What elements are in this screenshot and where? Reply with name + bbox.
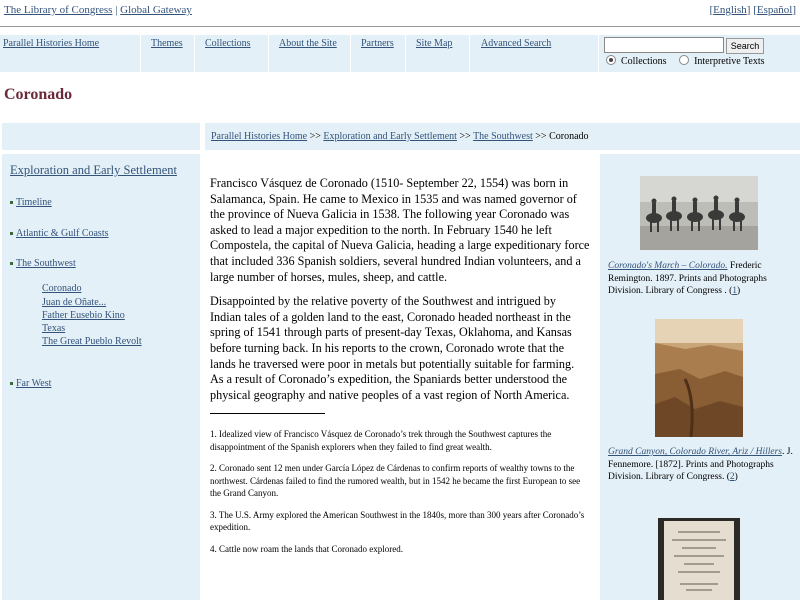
sidebar-subitem-pueblo-revolt[interactable] [42, 336, 142, 347]
search-box [600, 35, 800, 72]
sidebar-heading-link[interactable]: Exploration and Early Settlement [10, 163, 177, 177]
sidebar-subitem-coronado[interactable] [42, 283, 81, 294]
image-credit: . J. Fennemore. [1872]. Prints and Photographs Division. Library of Congress. ( [608, 447, 793, 482]
nav-divider [268, 35, 269, 72]
collections-radio[interactable] [606, 55, 616, 65]
nav-link[interactable]: Themes [151, 38, 183, 49]
bullet-icon [10, 201, 13, 204]
image-credit-close: ) [737, 286, 741, 296]
breadcrumb-separator: >> [459, 131, 471, 142]
nav-divider [469, 35, 470, 72]
search-input[interactable] [604, 37, 724, 53]
sidebar-item-atlantic-gulf[interactable] [10, 228, 109, 239]
sidebar-heading [10, 163, 177, 178]
nav-collections[interactable] [205, 36, 251, 71]
breadcrumb [205, 123, 800, 150]
footnote: 4. Cattle now roam the lands that Coronado explored. [210, 543, 403, 554]
footnote: 1. Idealized view of Francisco Vásquez de Coronado’s trek through the Southwest captures the disappointment of the Spanish explorers when they failed to find great wealth. [210, 429, 552, 452]
image-caption [608, 260, 794, 298]
sidebar-subitem-link[interactable]: Coronado [42, 283, 82, 294]
bracket-open: [ [753, 4, 757, 16]
nav-divider [350, 35, 351, 72]
image-credit: Frederic Remington. 1897. Prints and Photographs Division. Library of Congress . ( [608, 261, 767, 296]
nav-link[interactable]: Advanced Search [481, 38, 552, 49]
bullet-icon [10, 262, 13, 265]
footnote: 2. Coronado sent 12 men under García López de Cárdenas to confirm reports of wealthy towns to the northwest. Cárdenas failed to find the rumored wealth, but in 1542 he became the first European to see the Grand Canyon. [210, 463, 581, 499]
sidebar-subitem-link[interactable]: Father Eusebio Kino [42, 310, 125, 321]
breadcrumb-home-link[interactable]: Parallel Histories Home [211, 131, 308, 142]
interpretive-texts-radio[interactable] [679, 55, 689, 65]
nav-parallel-histories-home[interactable] [3, 36, 99, 71]
top-bar [0, 0, 800, 27]
interpretive-texts-radio-label: Interpretive Texts [694, 56, 765, 67]
footnote-divider [210, 413, 325, 414]
nav-advanced-search[interactable] [481, 36, 551, 71]
image-title-link[interactable]: Coronado's March – Colorado. [608, 261, 728, 271]
nav-divider [405, 35, 406, 72]
body-paragraph: Francisco Vásquez de Coronado (1510- September 22, 1554) was born in Salamanca, Spain. He came to Mexico in 1535 and was named governor of the province of Nueva Galicia in 1538. The following year Coronado was asked to lead a major expedition to the north. In February 1540 he left Compostela, the capital of Nueva Galicia, heading a large expeditionary force that included 336 Spanish soldiers, several hundred Indian volunteers, and a large number of horses, mules, sheep, and cattle. [210, 176, 590, 284]
coronado-march-photo[interactable] [640, 176, 758, 250]
sidebar-item-link[interactable]: Far West [16, 378, 52, 389]
collections-radio-label: Collections [621, 56, 667, 67]
body-paragraph: Disappointed by the relative poverty of the Southwest and intrigued by Indian tales of a golden land to the east, Coronado headed northeast in the spring of 1541 through parts of present-day Texas, Oklahoma, and Kansas before turning back. In his reports to the crown, Coronado wrote that the lands he traversed were poor in metals but potentially suitable for farming. As a result of Coronado’s expedition, the Spaniards better understood the physical geography and native peoples of a vast region of North America. [210, 294, 575, 402]
sidebar-item-link[interactable]: Atlantic & Gulf Coasts [16, 228, 109, 239]
bracket-close: ] [746, 4, 751, 16]
main-navigation [0, 35, 800, 72]
breadcrumb-exploration-link[interactable]: Exploration and Early Settlement [323, 131, 457, 142]
breadcrumb-separator: >> [309, 131, 321, 142]
image-ref-link[interactable]: 1 [732, 286, 738, 296]
breadcrumb-separator: >> [535, 131, 547, 142]
top-links-left [4, 4, 192, 16]
army-report-book-photo[interactable] [658, 518, 740, 600]
sidebar [2, 154, 200, 600]
sidebar-item-southwest[interactable] [10, 258, 76, 269]
bullet-icon [10, 232, 13, 235]
nav-themes[interactable] [151, 36, 183, 71]
sidebar-item-link[interactable]: The Southwest [16, 258, 76, 269]
sidebar-item-far-west[interactable] [10, 378, 51, 389]
nav-divider [140, 35, 141, 72]
nav-about-the-site[interactable] [279, 36, 337, 71]
main-content [210, 176, 590, 564]
nav-partners[interactable] [361, 36, 394, 71]
breadcrumb-current: Coronado [549, 131, 589, 142]
sidebar-subitem-onate[interactable] [42, 297, 106, 308]
image-credit-close: ) [734, 472, 738, 482]
page-title: Coronado [4, 86, 73, 103]
sidebar-item-link[interactable]: Timeline [16, 197, 52, 208]
sidebar-item-timeline[interactable] [10, 197, 52, 208]
sidebar-subitem-link[interactable]: Juan de Oñate... [42, 297, 107, 308]
espanol-link[interactable]: Español [756, 4, 793, 16]
bracket-close: ] [792, 4, 796, 16]
breadcrumb-southwest-link[interactable]: The Southwest [473, 131, 533, 142]
sidebar-subitem-link[interactable]: Texas [42, 323, 66, 334]
nav-link[interactable]: About the Site [279, 38, 337, 49]
image-caption [608, 446, 794, 484]
nav-link[interactable]: Partners [361, 38, 394, 49]
grand-canyon-photo[interactable] [655, 319, 743, 437]
image-ref-link[interactable]: 2 [729, 472, 735, 482]
bracket-open: [ [709, 4, 714, 16]
sidebar-subitem-texas[interactable] [42, 323, 65, 334]
library-of-congress-link[interactable]: The Library of Congress [4, 4, 113, 16]
nav-divider [194, 35, 195, 72]
breadcrumb-left-panel [2, 123, 200, 150]
nav-link[interactable]: Parallel Histories Home [3, 38, 100, 49]
search-button[interactable]: Search [726, 38, 764, 54]
bullet-icon [10, 382, 13, 385]
nav-site-map[interactable] [416, 36, 452, 71]
global-gateway-link[interactable]: Global Gateway [120, 4, 192, 16]
search-scope-options [606, 55, 765, 67]
top-link-separator: | [115, 4, 118, 16]
language-links [709, 4, 796, 16]
sidebar-subitem-kino[interactable] [42, 310, 125, 321]
nav-link[interactable]: Site Map [416, 38, 453, 49]
sidebar-subitem-link[interactable]: The Great Pueblo Revolt [42, 336, 142, 347]
image-title-link[interactable]: Grand Canyon, Colorado River, Ariz / Hillers [608, 447, 782, 457]
english-link[interactable]: English [713, 4, 747, 16]
nav-divider [598, 35, 599, 72]
image-column [600, 154, 800, 600]
footnote: 3. The U.S. Army explored the American Southwest in the 1840s, more than 300 years after Coronado’s expedition. [210, 509, 585, 533]
nav-link[interactable]: Collections [205, 38, 251, 49]
